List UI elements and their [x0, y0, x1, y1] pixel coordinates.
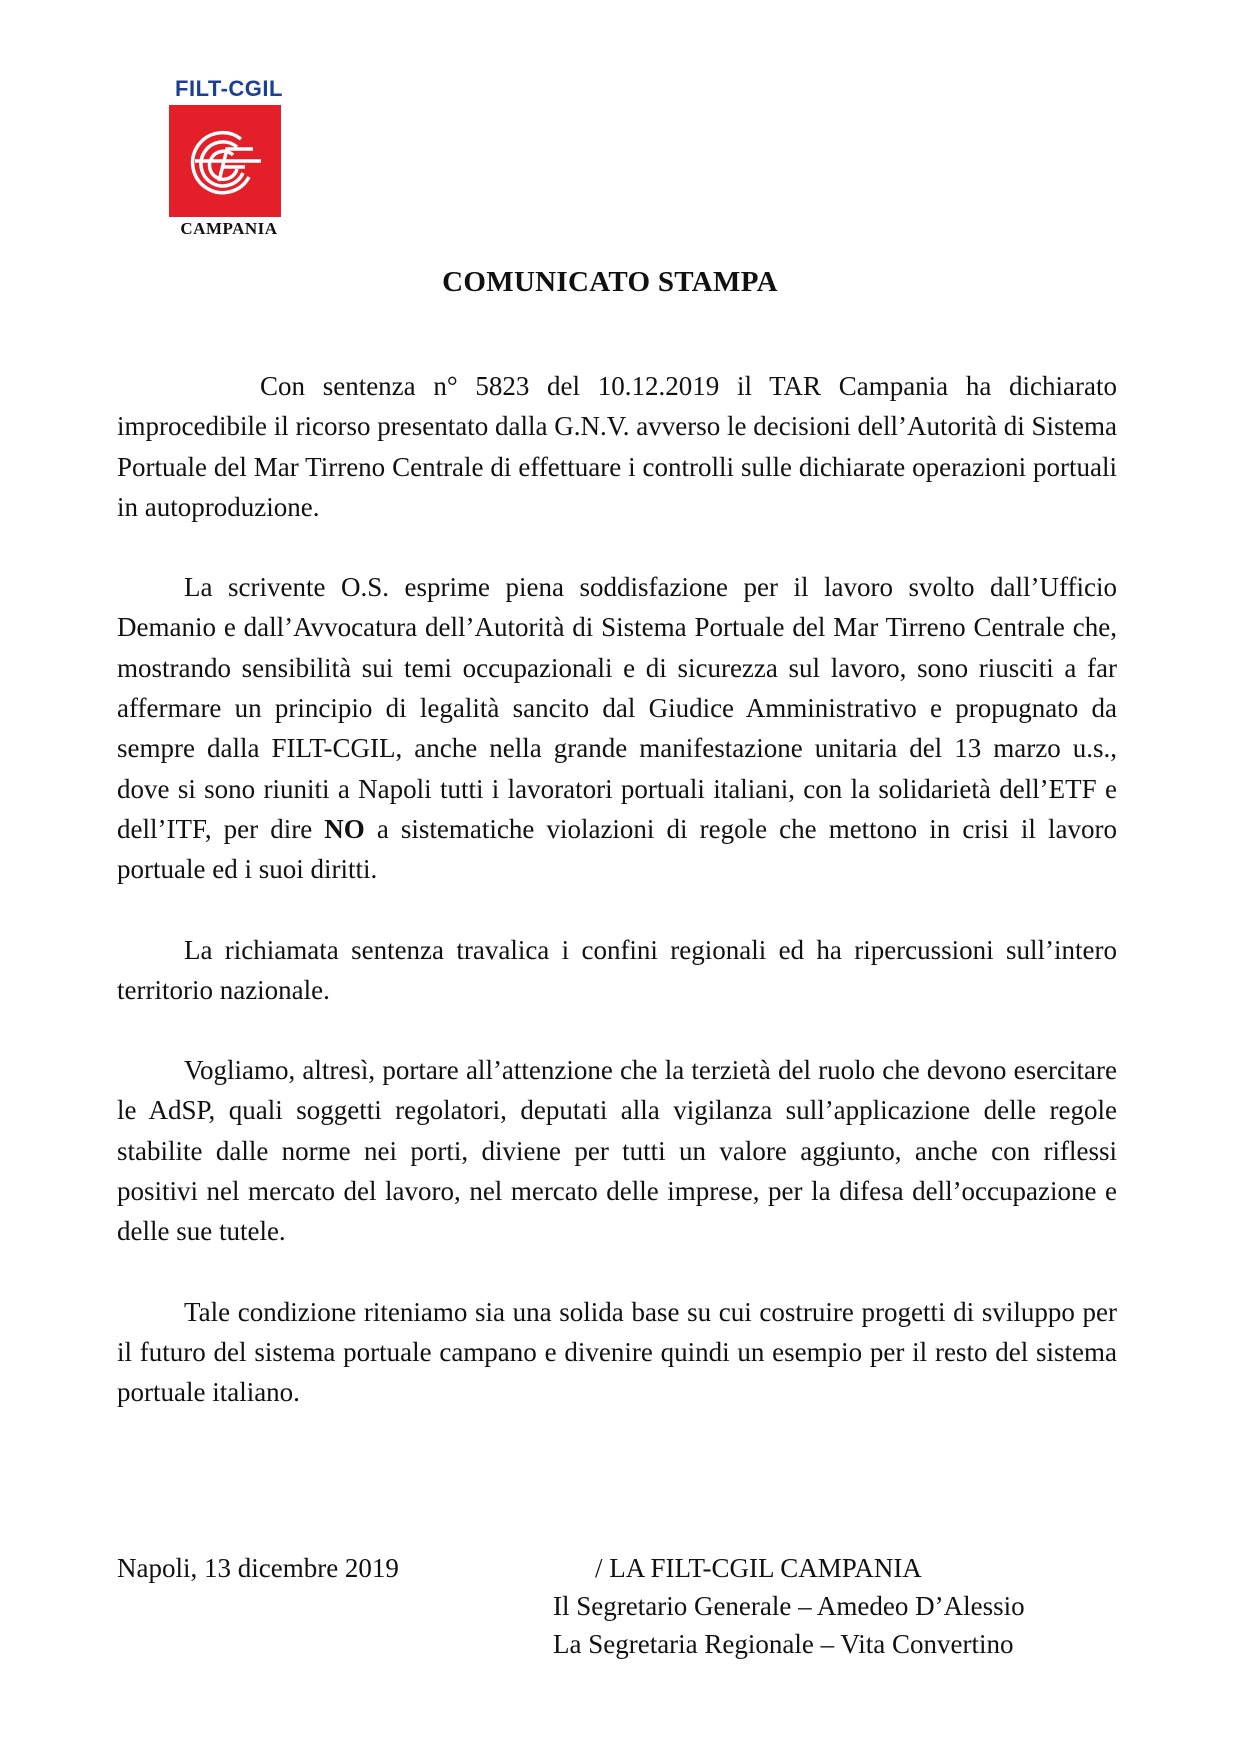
- logo-top-text: FILT-CGIL: [175, 76, 283, 101]
- paragraph-2-bold-no: NO: [324, 813, 365, 844]
- signature-block: [553, 1549, 1025, 1663]
- paragraph-2: [117, 567, 1117, 889]
- paragraph-5: Tale condizione riteniamo sia una solida base su cui costruire progetti di sviluppo per il futuro del sistema portuale campano e divenire quindi un esempio per il resto del sistema portuale italiano.: [117, 1296, 1117, 1408]
- logo-bottom-text: CAMPANIA: [180, 219, 278, 238]
- signature-org: / LA FILT-CGIL CAMPANIA: [595, 1553, 922, 1583]
- place-date: Napoli, 13 dicembre 2019: [117, 1553, 399, 1583]
- paragraph-2-end: a sistematiche violazioni di regole che mettono in crisi il lavoro portuale ed i suoi diritti.: [117, 813, 1117, 885]
- signature-line-2: La Segretaria Regionale – Vita Convertino: [553, 1629, 1014, 1659]
- paragraph-3: La richiamata sentenza travalica i confini regionali ed ha ripercussioni sull’intero territorio nazionale.: [117, 934, 1117, 1005]
- logo: [166, 76, 292, 239]
- filt-cgil-emblem-icon: [169, 105, 281, 217]
- paragraph-1: Con sentenza n° 5823 del 10.12.2019 il TAR Campania ha dichiarato improcedibile il ricorso presentato dalla G.N.V. avverso le decisioni dell’Autorità di Sistema Portuale del Mar Tirreno Centrale di effettuare i controlli sulle dichiarate operazioni portuali in autoproduzione.: [117, 371, 1117, 522]
- press-release-body: [117, 366, 1117, 1453]
- paragraph-4: Vogliamo, altresì, portare all’attenzione che la terzietà del ruolo che devono esercitare le AdSP, quali soggetti regolatori, deputati alla vigilanza sull’applicazione delle regole stabilite dalle norme nei porti, diviene per tutti un valore aggiunto, anche con riflessi positivi nel mercato del lavoro, nel mercato delle imprese, per la difesa dell’occupazione e delle sue tutele.: [117, 1055, 1117, 1247]
- page-title: COMUNICATO STAMPA: [442, 266, 778, 298]
- signature-line-1: Il Segretario Generale – Amedeo D’Alessio: [553, 1591, 1025, 1621]
- logo-emblem: [169, 105, 281, 217]
- paragraph-2-start: La scrivente O.S. esprime piena soddisfazione per il lavoro svolto dall’Ufficio Demanio e dall’Avvocatura dell’Autorità di Sistema Portuale del Mar Tirreno Centrale che, mostrando sensibilità sui temi occupazionali e di sicurezza sul lavoro, sono riusciti a far affermare un principio di legalità sancito dal Giudice Amministrativo e propugnato da sempre dalla FILT-CGIL, anche nella grande manifestazione unitaria del 13 marzo u.s., dove si sono riuniti a Napoli tutti i lavoratori portuali italiani, con la solidarietà dell’ETF e dell’ITF, per dire: [117, 572, 1117, 844]
